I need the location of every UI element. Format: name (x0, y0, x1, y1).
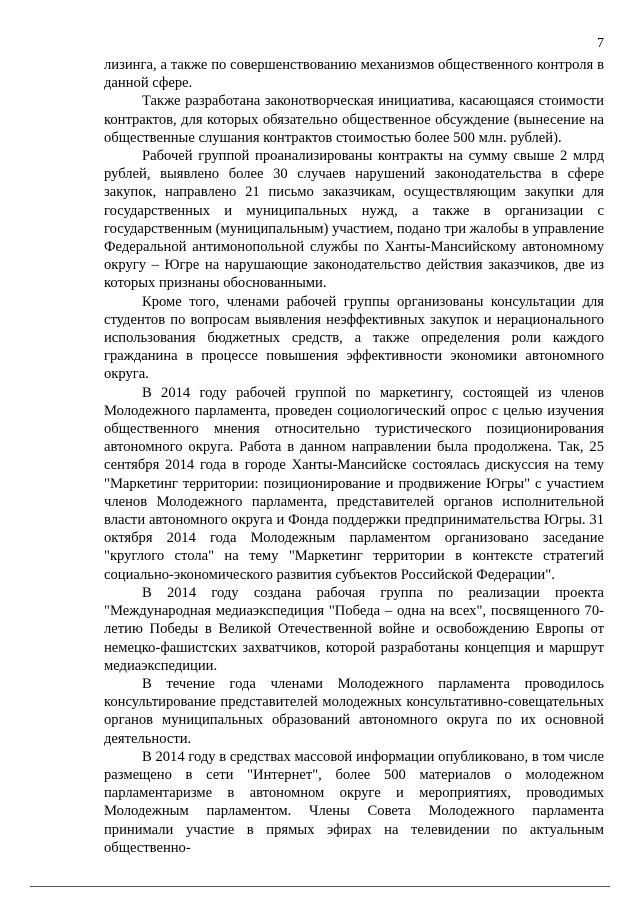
page-number: 7 (597, 36, 604, 51)
paragraph-6: В 2014 году создана рабочая группа по реализации проекта "Международная медиаэкспедиция "Победа – одна на всех", посвященного 70-летию Победы в Великой Отечественной войне и освобождению Европы от немецко-фашистских захватчиков, которой разработаны концепция и маршрут медиаэкспедиции. (104, 584, 604, 674)
paragraph-2: Также разработана законотворческая инициатива, касающаяся стоимости контрактов, для которых обязательно общественное обсуждение (вынесение на общественные слушания контрактов стоимостью более 500 млн. рублей). (104, 93, 604, 146)
paragraph-5: В 2014 году рабочей группой по маркетингу, состоящей из членов Молодежного парламента, проведен социологический опрос с целью изучения общественного мнения относительно туристического позиционирования автономного округа. Работа в данном направлении была продолжена. Так, 25 сентября 2014 года в городе Ханты-Мансийске состоялась дискуссия на тему "Маркетинг территории: позиционирование и продвижение Югры" с участием членов Молодежного парламента, представителей органов исполнительной власти автономного округа и Фонда поддержки предпринимательства Югры. 31 октября 2014 года Молодежным парламентом организовано заседание "круглого стола" на тему "Маркетинг территории в контексте стратегий социально-экономического развития субъектов Российской Федерации". (104, 384, 604, 583)
paragraph-1: лизинга, а также по совершенствованию механизмов общественного контроля в данной сфере. (104, 57, 604, 92)
paragraph-3: Рабочей группой проанализированы контракты на сумму свыше 2 млрд рублей, выявлено более 30 случаев нарушений законодательства в сфере закупок, направлено 21 письмо заказчикам, осуществляющим закупки для государственных и муниципальных нужд, а также в организации с государственным (муниципальным) участием, подано три жалобы в управление Федеральной антимонопольной службы по Ханты-Мансийскому автономному округу – Югре на нарушающие законодательство действия заказчиков, две из которых признаны обоснованными. (104, 148, 604, 292)
paragraph-7: В течение года членами Молодежного парламента проводилось консультирование представителей молодежных консультативно-совещательных органов муниципальных образований автономного округа по их основной деятельности. (104, 675, 604, 747)
document-body (104, 56, 604, 857)
paragraph-8: В 2014 году в средствах массовой информации опубликовано, в том числе размещено в сети "Интернет", более 500 материалов о молодежном парламентаризме в автономном округе и мероприятиях, проводимых Молодежным парламентом. Члены Совета Молодежного парламента принимали участие в прямых эфирах на телевидении по актуальным общественно- (104, 748, 604, 856)
bottom-rule (30, 886, 610, 887)
paragraph-4: Кроме того, членами рабочей группы организованы консультации для студентов по вопросам выявления неэффективных закупок и нерационального использования бюджетных средств, а также определения роли каждого гражданина в процессе повышения эффективности экономики автономного округа. (104, 293, 604, 383)
